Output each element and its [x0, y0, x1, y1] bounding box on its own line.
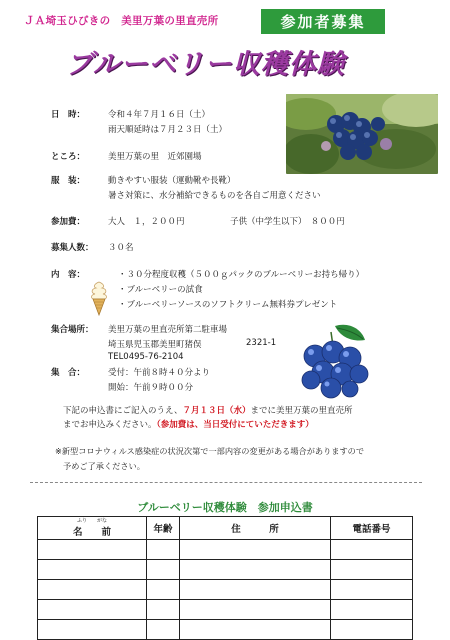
phone-column-header: 電話番号	[331, 517, 413, 540]
name-column-header: ふり がな 名 前	[38, 517, 147, 540]
capacity-value: ３０名	[108, 243, 134, 253]
covid-notice-2: 予めご了承ください。	[63, 461, 145, 471]
meeting-place: 美里万葉の里直売所第二駐車場	[108, 325, 228, 335]
place-value: 美里万葉の里 近郊園場	[108, 152, 202, 162]
gather-label: 集 合：	[51, 368, 86, 378]
address-cell[interactable]	[180, 560, 331, 580]
form-entry-row[interactable]	[38, 560, 413, 580]
date-label: 日 時：	[51, 110, 86, 120]
blueberry-illustration	[293, 322, 373, 400]
fee-adult: 大人 １，２００円	[108, 217, 185, 227]
capacity-label: 募集人数：	[51, 243, 94, 253]
organization-name: ＪＡ埼玉ひびきの 美里万葉の里直売所	[24, 15, 219, 27]
address-cell[interactable]	[180, 620, 331, 640]
meeting-address: 埼玉県児玉郡美里町猪俣	[108, 340, 202, 350]
address-cell[interactable]	[180, 540, 331, 560]
age-cell[interactable]	[147, 540, 180, 560]
clothing-value: 動きやすい服装（運動靴や長靴）	[108, 176, 236, 186]
name-cell[interactable]	[38, 600, 147, 620]
application-form-table	[37, 516, 413, 640]
age-cell[interactable]	[147, 620, 180, 640]
phone-cell[interactable]	[331, 580, 413, 600]
deadline-date: ７月１３日（水）	[182, 406, 251, 416]
age-cell[interactable]	[147, 600, 180, 620]
date-rain-value: 雨天順延時は７月２３日（土）	[108, 125, 228, 135]
place-label: ところ：	[51, 152, 86, 162]
fee-child: 子供（中学生以下） ８００円	[230, 217, 345, 227]
address-cell[interactable]	[180, 580, 331, 600]
age-cell[interactable]	[147, 580, 180, 600]
form-entry-row[interactable]	[38, 600, 413, 620]
soft-cream-illustration	[88, 280, 110, 316]
date-value: 令和４年７月１６日（土）	[108, 110, 211, 120]
meeting-address-number: 2321-1	[246, 338, 277, 348]
phone-cell[interactable]	[331, 560, 413, 580]
phone-cell[interactable]	[331, 540, 413, 560]
form-entry-row[interactable]	[38, 580, 413, 600]
cut-line	[30, 482, 422, 483]
form-title: ブルーベリー収穫体験 参加申込書	[137, 501, 313, 514]
name-cell[interactable]	[38, 540, 147, 560]
content-item: ・ブルーベリーの試食	[118, 285, 203, 295]
clothing-label: 服 装：	[51, 176, 86, 186]
address-column-header: 住 所	[180, 517, 331, 540]
recruitment-badge: 参加者募集	[261, 9, 385, 34]
apply-instruction: 下記の申込書にご記入のうえ、７月１３日（水）までに美里万葉の里直売所	[63, 406, 353, 416]
phone-cell[interactable]	[331, 600, 413, 620]
address-cell[interactable]	[180, 600, 331, 620]
covid-notice: ※新型コロナウィルス感染症の状況次第で一部内容の変更がある場合がありますので	[55, 446, 365, 456]
form-entry-row[interactable]	[38, 620, 413, 640]
meeting-label: 集合場所：	[51, 325, 94, 335]
meeting-tel: TEL0495-76-2104	[108, 352, 184, 362]
form-header-row	[38, 517, 413, 540]
gather-reception: 受付：午前８時４０分より	[108, 368, 211, 378]
apply-instruction-2: までお申込みください。（参加費は、当日受付にていただきます）	[63, 420, 314, 430]
form-entry-row[interactable]	[38, 540, 413, 560]
page-title: ブルーベリー収穫体験	[66, 49, 345, 80]
age-column-header: 年齢	[147, 517, 180, 540]
age-cell[interactable]	[147, 560, 180, 580]
blueberry-photo	[286, 94, 438, 174]
fee-payment-note: （参加費は、当日受付にていただきます）	[156, 420, 314, 430]
phone-cell[interactable]	[331, 620, 413, 640]
content-item: ・ブルーベリーソースのソフトクリーム無料券プレゼント	[118, 300, 338, 310]
fee-label: 参加費：	[51, 217, 86, 227]
name-cell[interactable]	[38, 560, 147, 580]
name-cell[interactable]	[38, 580, 147, 600]
clothing-note: 暑さ対策に、水分補給できるものを各自ご用意ください	[108, 191, 321, 201]
content-item: ・３０分程度収穫（５００ｇパックのブルーベリーお持ち帰り）	[118, 270, 365, 280]
content-label: 内 容：	[51, 270, 86, 280]
name-cell[interactable]	[38, 620, 147, 640]
gather-start: 開始：午前９時００分	[108, 383, 194, 393]
